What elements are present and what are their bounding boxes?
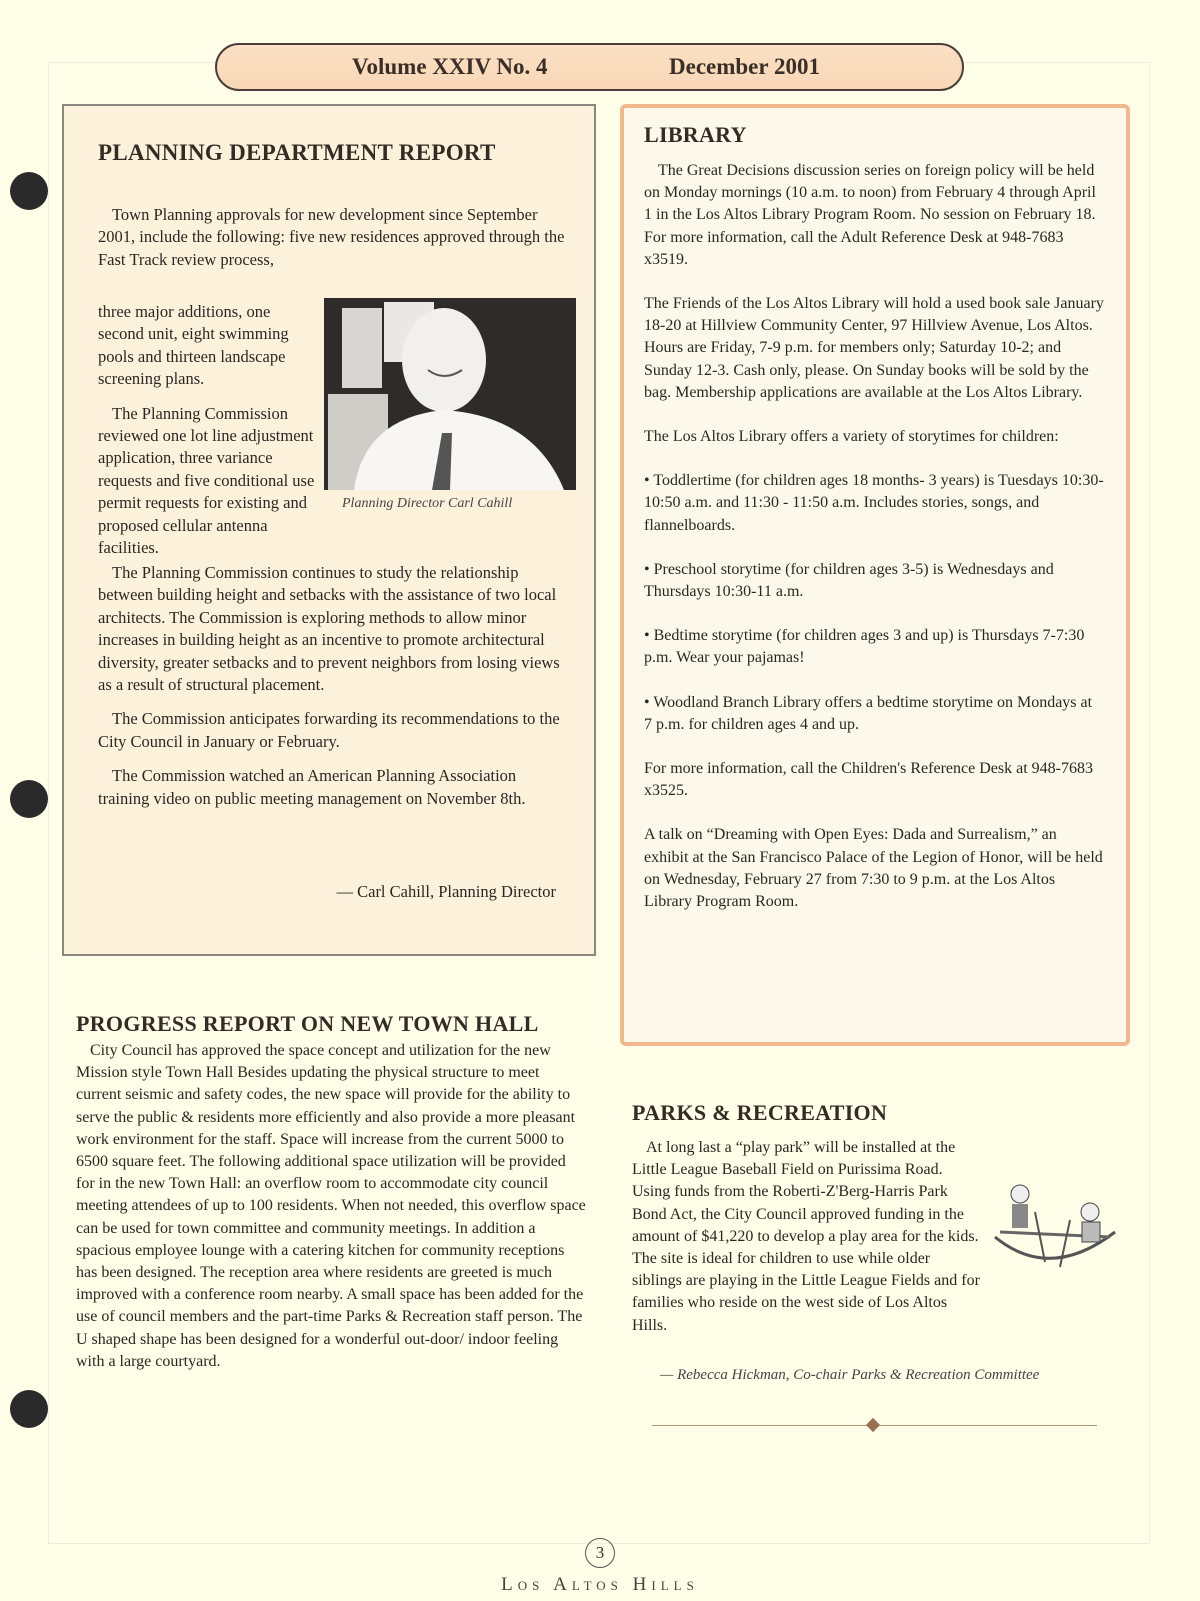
- library-para: A talk on “Dreaming with Open Eyes: Dada and Surrealism,” an exhibit at the San Francisco Palace of the Legion of Honor, will be held on Wednesday, February 27 from 7:30 to 9 p.m. at the Los Altos Library Program Room.: [644, 826, 1103, 911]
- library-bullet: • Woodland Branch Library offers a bedtime storytime on Mondays at 7 p.m. for children ages 4 and up.: [644, 693, 1093, 733]
- library-bullet: • Toddlertime (for children ages 18 months- 3 years) is Tuesdays 10:30-10:50 a.m. and 11:30 - 11:50 a.m. Includes stories, songs, and flannelboards.: [644, 472, 1104, 534]
- photo-caption: Planning Director Carl Cahill: [342, 496, 513, 511]
- page-number: 3: [585, 1538, 615, 1568]
- binder-hole: [10, 172, 48, 210]
- issue-date: December 2001: [669, 54, 820, 79]
- publication-footer: Los Altos Hills: [501, 1574, 699, 1595]
- planning-body-continued: [98, 562, 568, 810]
- parks-body: At long last a “play park” will be installed at the Little League Baseball Field on Purissima Road. Using funds from the Roberti-Z'Berg-Harris Park Bond Act, the City Council approved funding in the amount of $41,220 to develop a play area for the kids. The site is ideal for children to use while older siblings are playing in the Little League Fields and for families who reside on the west side of Los Altos Hills.: [632, 1139, 980, 1334]
- planning-para-1: Town Planning approvals for new development since September 2001, include the following: five new residences approved through the Fast Track review process,: [98, 205, 565, 269]
- planning-para-4: The Commission anticipates forwarding its recommendations to the City Council in January or February.: [98, 709, 560, 751]
- binder-hole: [10, 780, 48, 818]
- parks-signature: — Rebecca Hickman, Co-chair Parks & Recreation Committee: [660, 1367, 1040, 1383]
- planning-wrap-column: [98, 301, 318, 559]
- library-box: [620, 104, 1130, 1046]
- library-bullet: • Preschool storytime (for children ages 3-5) is Wednesdays and Thursdays 10:30-11 a.m.: [644, 560, 1054, 601]
- planning-signature: — Carl Cahill, Planning Director: [336, 882, 556, 901]
- volume-label: Volume XXIV No. 4: [352, 54, 548, 79]
- library-para: The Great Decisions discussion series on foreign policy will be held on Monday mornings (10 a.m. to noon) from February 4 through April 1 in the Los Altos Library Program Room. No session on February 18. For more information, call the Adult Reference Desk at 948-7683 x3519.: [644, 162, 1096, 268]
- planning-report-box: [62, 104, 596, 956]
- town-hall-body: City Council has approved the space concept and utilization for the new Mission style Town Hall Besides updating the physical structure to meet current seismic and safety codes, the new space will provide for the ability to serve the public & residents more efficiently and also provide a more pleasant work environment for the staff. Space will increase from the current 5000 to 6500 square feet. The following additional space utilization will be provided for in the new Town Hall: an overflow room to accommodate city council meeting attendees of up to 100 residents. When not needed, this overflow space can be used for town committee and community meetings. In addition a spacious employee lounge with a catering kitchen for community receptions has been designed. The reception area where residents are greeted is much improved with a conference room nearby. A small space has been added for the use of council members and the part-time Parks & Recreation staff person. The U shaped shape has been designed for a wonderful out-door/ indoor feeling with a large courtyard.: [76, 1042, 586, 1370]
- library-para: For more information, call the Children's Reference Desk at 948-7683 x3525.: [644, 760, 1093, 800]
- planning-title: PLANNING DEPARTMENT REPORT: [98, 140, 496, 165]
- library-bullet: • Bedtime storytime (for children ages 3 and up) is Thursdays 7-7:30 p.m. Wear your pajamas!: [644, 627, 1085, 667]
- planning-para-3: The Planning Commission continues to study the relationship between building height and setbacks with the assistance of two local architects. The Commission is exploring methods to allow minor increases in building height as an incentive to promote architectural diversity, greater setbacks and to prevent neighbors from losing views as a result of structural placement.: [98, 563, 560, 695]
- library-para: The Friends of the Los Altos Library will hold a used book sale January 18-20 at Hillview Community Center, 97 Hillview Avenue, Los Altos. Hours are Friday, 7-9 p.m. for members only; Saturday 10-2; and Sunday 12-3. Cash only, please. On Sunday books will be sold by the bag. Membership applications are available at the Los Altos Library.: [644, 295, 1104, 401]
- planning-para-2: The Planning Commission reviewed one lot line adjustment application, three variance requests and five conditional use permit requests for existing and proposed cellular antenna facilities.: [98, 403, 315, 558]
- planning-para-5: The Commission watched an American Planning Association training video on public meeting management on November 8th.: [98, 766, 526, 808]
- seesaw-illustration: [990, 1182, 1120, 1282]
- director-photo: [324, 298, 576, 490]
- parks-title: PARKS & RECREATION: [632, 1100, 888, 1125]
- library-title: LIBRARY: [644, 122, 747, 147]
- town-hall-title: PROGRESS REPORT ON NEW TOWN HALL: [76, 1011, 539, 1036]
- issue-banner: [215, 43, 964, 91]
- library-body: [644, 160, 1104, 935]
- binder-hole: [10, 1390, 48, 1428]
- library-para: The Los Altos Library offers a variety of storytimes for children:: [644, 428, 1059, 446]
- planning-para-1-wrap: three major additions, one second unit, eight swimming pools and thirteen landscape screening plans.: [98, 302, 289, 389]
